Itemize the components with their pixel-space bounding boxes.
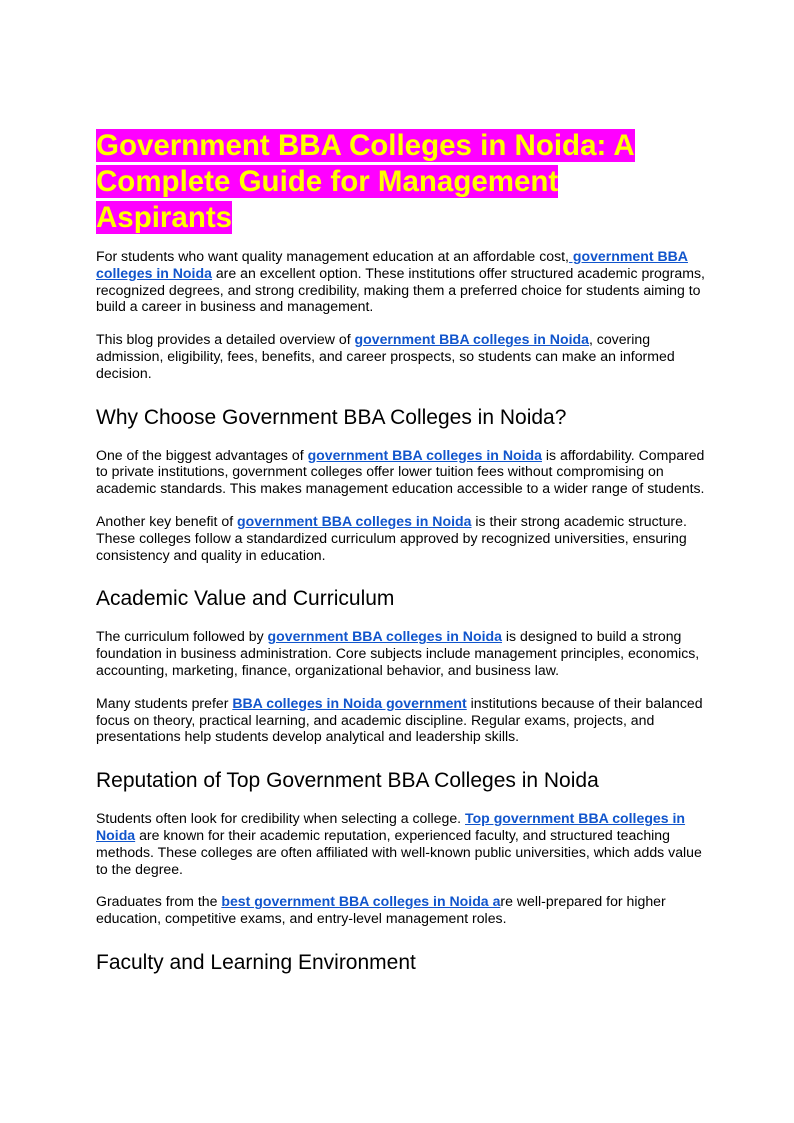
document-page xyxy=(96,128,706,976)
reputation-paragraph-1 xyxy=(96,810,706,877)
intro-p2-text-1: This blog provides a detailed overview of xyxy=(96,331,355,348)
reputation-paragraph-2 xyxy=(96,893,706,927)
intro-p1-text-2: are an excellent option. These institutions offer structured academic programs, recognized degrees, and strong credibility, making them a preferred choice for students aiming to build a career in business and management. xyxy=(96,264,705,315)
why-p2-text-2: is their strong academic structure. These colleges follow a standardized curriculum approved by recognized universities, ensuring consistency and quality in education. xyxy=(96,512,687,563)
reputation-p2-text-1: Graduates from the xyxy=(96,893,222,910)
intro-p2-link[interactable]: government BBA colleges in Noida xyxy=(354,331,589,348)
why-p1-text-1: One of the biggest advantages of xyxy=(96,446,308,463)
heading-why-choose: Why Choose Government BBA Colleges in Noida? xyxy=(96,405,567,429)
title-line-3: Aspirants xyxy=(96,201,233,234)
academic-p1-text-1: The curriculum followed by xyxy=(96,628,268,645)
why-paragraph-1 xyxy=(96,447,706,497)
heading-academic-value: Academic Value and Curriculum xyxy=(96,587,395,611)
reputation-p2-link[interactable]: best government BBA colleges in Noida a xyxy=(221,893,501,910)
academic-paragraph-2 xyxy=(96,695,706,745)
heading-faculty: Faculty and Learning Environment xyxy=(96,950,416,974)
why-p1-link[interactable]: government BBA colleges in Noida xyxy=(307,446,542,463)
intro-p2-text-2: , covering admission, eligibility, fees, benefits, and career prospects, so students can make an informed decision. xyxy=(96,331,675,381)
page-title xyxy=(96,128,706,236)
academic-p1-text-2: is designed to build a strong foundation in business administration. Core subjects include management principles, economics, accounting, marketing, finance, organizational behavior, and business law. xyxy=(96,628,700,678)
intro-p1-link[interactable]: government BBA colleges in Noida xyxy=(96,248,688,281)
academic-p2-text-1: Many students prefer xyxy=(96,694,233,711)
why-p1-text-2: is affordability. Compared to private institutions, government colleges offer lower tuition fees without compromising on academic standards. This makes management education accessible to a wider range of students. xyxy=(96,446,705,497)
academic-paragraph-1 xyxy=(96,628,706,678)
title-line-1: Government BBA Colleges in Noida: A xyxy=(96,129,635,162)
academic-p2-link[interactable]: BBA colleges in Noida government xyxy=(232,694,467,711)
title-line-2: Complete Guide for Management xyxy=(96,165,559,198)
reputation-p1-link[interactable]: Top government BBA colleges in Noida xyxy=(96,810,686,843)
reputation-p1-text-1: Students often look for credibility when selecting a college. xyxy=(96,810,465,827)
heading-reputation: Reputation of Top Government BBA Colleges in Noida xyxy=(96,769,599,793)
intro-p1-text-1: For students who want quality management education at an affordable cost, xyxy=(96,248,569,264)
reputation-p1-text-2: are known for their academic reputation, experienced faculty, and structured teaching methods. These colleges are often affiliated with well-known public universities, which adds value to the degree. xyxy=(96,826,702,877)
reputation-p2-text-2: re well-prepared for higher education, competitive exams, and entry-level management roles. xyxy=(96,893,666,927)
academic-p1-link[interactable]: government BBA colleges in Noida xyxy=(267,628,502,645)
intro-paragraph-1 xyxy=(96,248,706,315)
why-paragraph-2 xyxy=(96,513,706,563)
why-p2-link[interactable]: government BBA colleges in Noida xyxy=(237,512,472,529)
intro-paragraph-2 xyxy=(96,331,706,381)
academic-p2-text-2: institutions because of their balanced focus on theory, practical learning, and academic discipline. Regular exams, projects, and presentations help students develop analytical and leadership skills. xyxy=(96,694,703,745)
why-p2-text-1: Another key benefit of xyxy=(96,512,238,529)
